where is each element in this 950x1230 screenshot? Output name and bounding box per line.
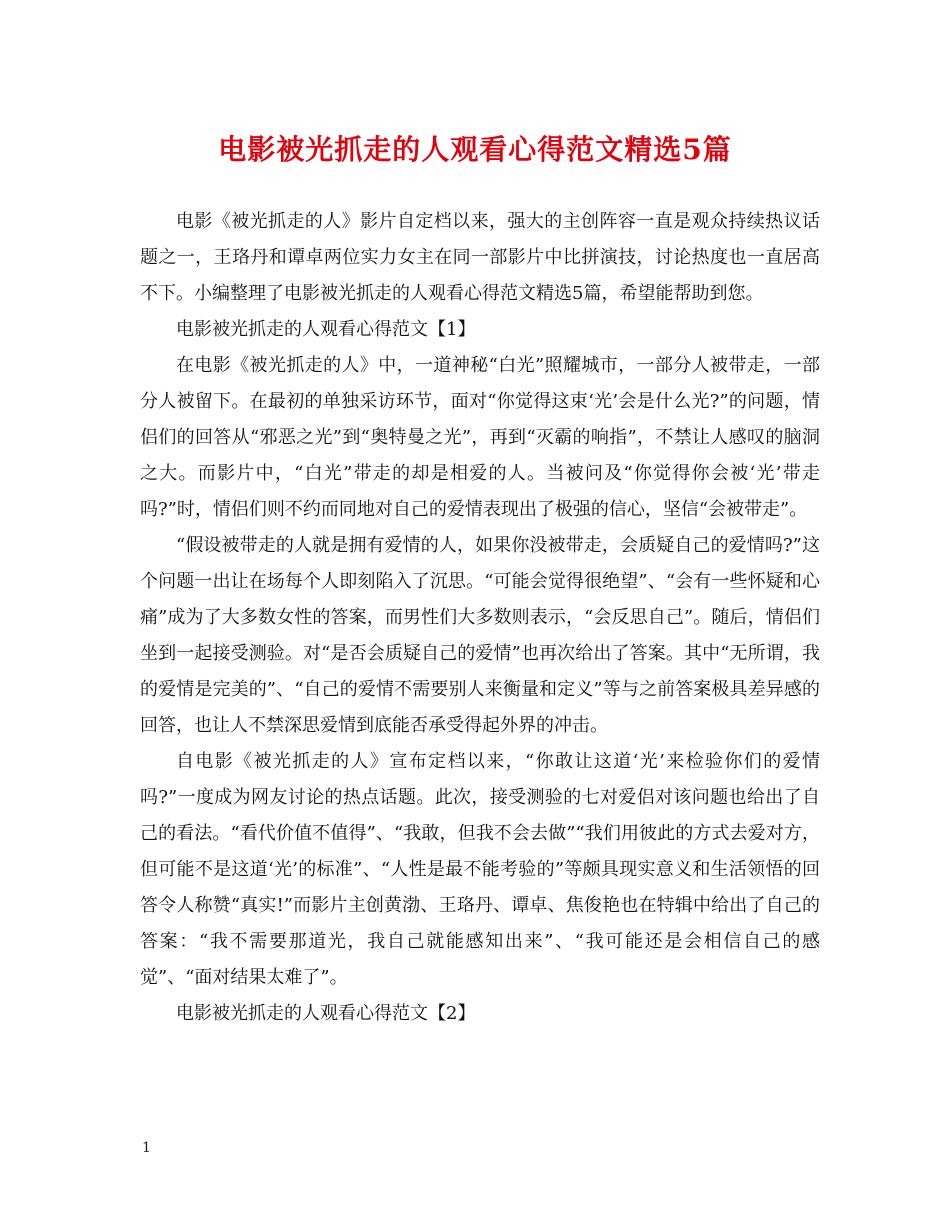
- body-paragraph: 自电影《被光抓走的人》宣布定档以来，“你敢让这道‘光’来检验你们的爱情吗?”一度成为网友讨论的热点话题。此次，接受测验的七对爱侣对该问题也给出了自己的看法。“看代价值不值得”、“我敢，但我不会去做”“我们用彼此的方式去爱对方，但可能不是这道‘光’的标准”、“人性是最不能考验的”等颇具现实意义和生活领悟的回答令人称赞“真实!”而影片主创黄渤、王珞丹、谭卓、焦俊艳也在特辑中给出了自己的答案：“我不需要那道光，我自己就能感知出来”、“我可能还是会相信自己的感觉”、“面对结果太难了”。: [140, 751, 820, 988]
- body-paragraph: 在电影《被光抓走的人》中，一道神秘“白光”照耀城市，一部分人被带走，一部分人被留下。在最初的单独采访环节，面对“你觉得这束‘光’会是什么光?”的问题，情侣们的回答从“邪恶之光”到“奥特曼之光”，再到“灭霸的响指”，不禁让人感叹的脑洞之大。而影片中，“白光”带走的却是相爱的人。当被问及“你觉得你会被‘光’带走吗?”时，情侣们则不约而同地对自己的爱情表现出了极强的信心，坚信“会被带走”。: [140, 355, 820, 520]
- document-title: 电影被光抓走的人观看心得范文精选5篇: [218, 133, 732, 166]
- document-body: [140, 204, 820, 1032]
- section-heading-2: 电影被光抓走的人观看心得范文【2】: [176, 1003, 476, 1024]
- section-heading-1: 电影被光抓走的人观看心得范文【1】: [176, 319, 476, 340]
- intro-paragraph: 电影《被光抓走的人》影片自定档以来，强大的主创阵容一直是观众持续热议话题之一，王珞丹和谭卓两位实力女主在同一部影片中比拼演技，讨论热度也一直居高不下。小编整理了电影被光抓走的人观看心得范文精选5篇，希望能帮助到您。: [140, 211, 820, 304]
- body-paragraph: “假设被带走的人就是拥有爱情的人，如果你没被带走，会质疑自己的爱情吗?”这个问题一出让在场每个人即刻陷入了沉思。“可能会觉得很绝望”、“会有一些怀疑和心痛”成为了大多数女性的答案，而男性们大多数则表示，“会反思自己”。随后，情侣们坐到一起接受测验。对“是否会质疑自己的爱情”也再次给出了答案。其中“无所谓，我的爱情是完美的”、“自己的爱情不需要别人来衡量和定义”等与之前答案极具差异感的回答，也让人不禁深思爱情到底能否承受得起外界的冲击。: [140, 535, 820, 736]
- page-number: 1: [142, 1140, 151, 1156]
